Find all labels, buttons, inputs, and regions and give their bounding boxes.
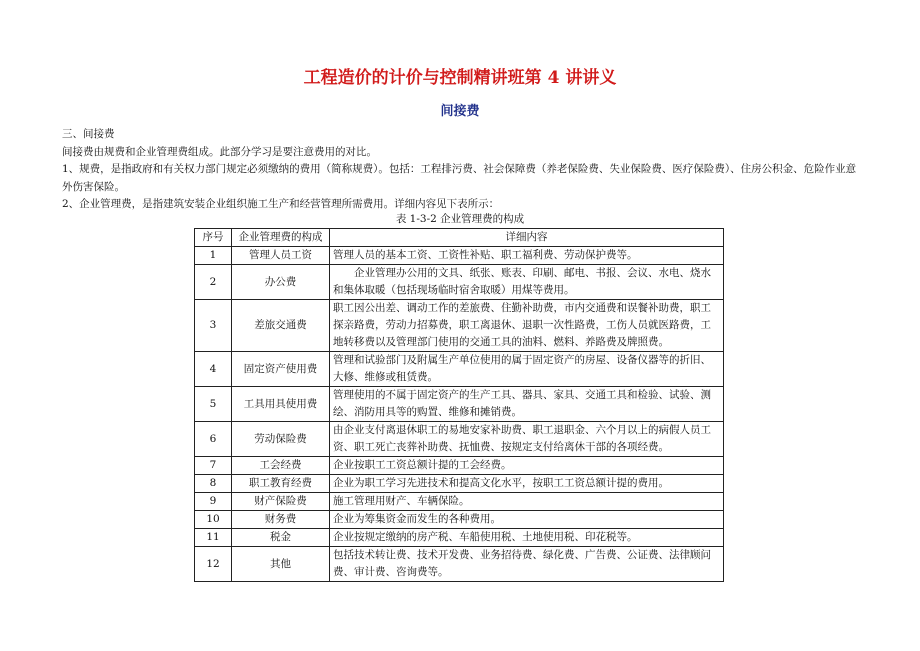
- row-no: 4: [195, 352, 232, 387]
- row-no: 12: [195, 547, 232, 582]
- management-fee-paragraph: 2、企业管理费，是指建筑安装企业组织施工生产和经营管理所需费用。详细内容见下表所示：: [62, 198, 500, 211]
- row-name: 劳动保险费: [232, 422, 330, 457]
- row-detail: 包括技术转让费、技术开发费、业务招待费、绿化费、广告费、公证费、法律顾问费、审计费、咨询费等。: [330, 547, 724, 582]
- row-no: 11: [195, 529, 232, 547]
- row-name: 差旅交通费: [232, 300, 330, 352]
- table-row: [195, 493, 724, 511]
- management-fee-table: [194, 228, 724, 582]
- table-row: [195, 265, 724, 300]
- row-no: 5: [195, 387, 232, 422]
- table-row: [195, 457, 724, 475]
- table-row: [195, 511, 724, 529]
- row-no: 1: [195, 247, 232, 265]
- row-name: 办公费: [232, 265, 330, 300]
- row-name: 税金: [232, 529, 330, 547]
- table-row: [195, 300, 724, 352]
- row-no: 2: [195, 265, 232, 300]
- row-name: 固定资产使用费: [232, 352, 330, 387]
- table-caption: 表 1-3-2 企业管理费的构成: [395, 213, 525, 225]
- body-text: [62, 126, 862, 214]
- row-no: 10: [195, 511, 232, 529]
- row-name: 其他: [232, 547, 330, 582]
- intro-paragraph: 间接费由规费和企业管理费组成。此部分学习是要注意费用的对比。: [62, 145, 377, 158]
- row-name: 工具用具使用费: [232, 387, 330, 422]
- table-row: [195, 475, 724, 493]
- row-detail: 管理和试验部门及附属生产单位使用的属于固定资产的房屋、设备仪器等的折旧、大修、维修或租赁费。: [330, 352, 724, 387]
- row-name: 工会经费: [232, 457, 330, 475]
- row-detail: 管理使用的不属于固定资产的生产工具、器具、家具、交通工具和检验、试验、测绘、消防用具等的购置、维修和摊销费。: [330, 387, 724, 422]
- table-row: [195, 352, 724, 387]
- row-no: 7: [195, 457, 232, 475]
- table-row: [195, 422, 724, 457]
- row-detail: 施工管理用财产、车辆保险。: [330, 493, 724, 511]
- header-no: 序号: [195, 229, 232, 247]
- table-header-row: [195, 229, 724, 247]
- page-title: 工程造价的计价与控制精讲班第 4 讲讲义: [303, 68, 617, 88]
- row-no: 3: [195, 300, 232, 352]
- header-detail: 详细内容: [330, 229, 724, 247]
- row-detail: 由企业支付离退休职工的易地安家补助费、职工退职金、六个月以上的病假人员工资、职工死亡丧葬补助费、抚恤费、按规定支付给离休干部的各项经费。: [330, 422, 724, 457]
- row-detail: 企业按规定缴纳的房产税、车船使用税、土地使用税、印花税等。: [330, 529, 724, 547]
- row-name: 管理人员工资: [232, 247, 330, 265]
- header-name: 企业管理费的构成: [232, 229, 330, 247]
- table-row: [195, 547, 724, 582]
- row-detail: 企业按职工工资总额计提的工会经费。: [330, 457, 724, 475]
- row-no: 9: [195, 493, 232, 511]
- row-detail: 企业管理办公用的文具、纸张、账表、印刷、邮电、书报、会议、水电、烧水和集体取暖（包括现场临时宿舍取暖）用煤等费用。: [330, 265, 724, 300]
- table-row: [195, 247, 724, 265]
- row-name: 职工教育经费: [232, 475, 330, 493]
- row-detail: 企业为职工学习先进技术和提高文化水平，按职工工资总额计提的费用。: [330, 475, 724, 493]
- fees-paragraph: 1、规费，是指政府和有关权力部门规定必须缴纳的费用（简称规费）。包括：工程排污费、社会保障费（养老保险费、失业保险费、医疗保险费）、住房公积金、危险作业意外伤害保险。: [62, 163, 857, 193]
- row-detail: 管理人员的基本工资、工资性补贴、职工福利费、劳动保护费等。: [330, 247, 724, 265]
- row-name: 财产保险费: [232, 493, 330, 511]
- row-detail: 职工因公出差、调动工作的差旅费、住勤补助费，市内交通费和误餐补助费，职工探亲路费，劳动力招募费，职工离退休、退职一次性路费，工伤人员就医路费，工地转移费以及管理部门使用的交通工具的油料、燃料、养路费及牌照费。: [330, 300, 724, 352]
- row-no: 6: [195, 422, 232, 457]
- table-row: [195, 529, 724, 547]
- row-no: 8: [195, 475, 232, 493]
- row-detail: 企业为筹集资金而发生的各种费用。: [330, 511, 724, 529]
- table-row: [195, 387, 724, 422]
- row-name: 财务费: [232, 511, 330, 529]
- section-heading: 三、间接费: [62, 128, 115, 140]
- section-subtitle: 间接费: [440, 104, 480, 119]
